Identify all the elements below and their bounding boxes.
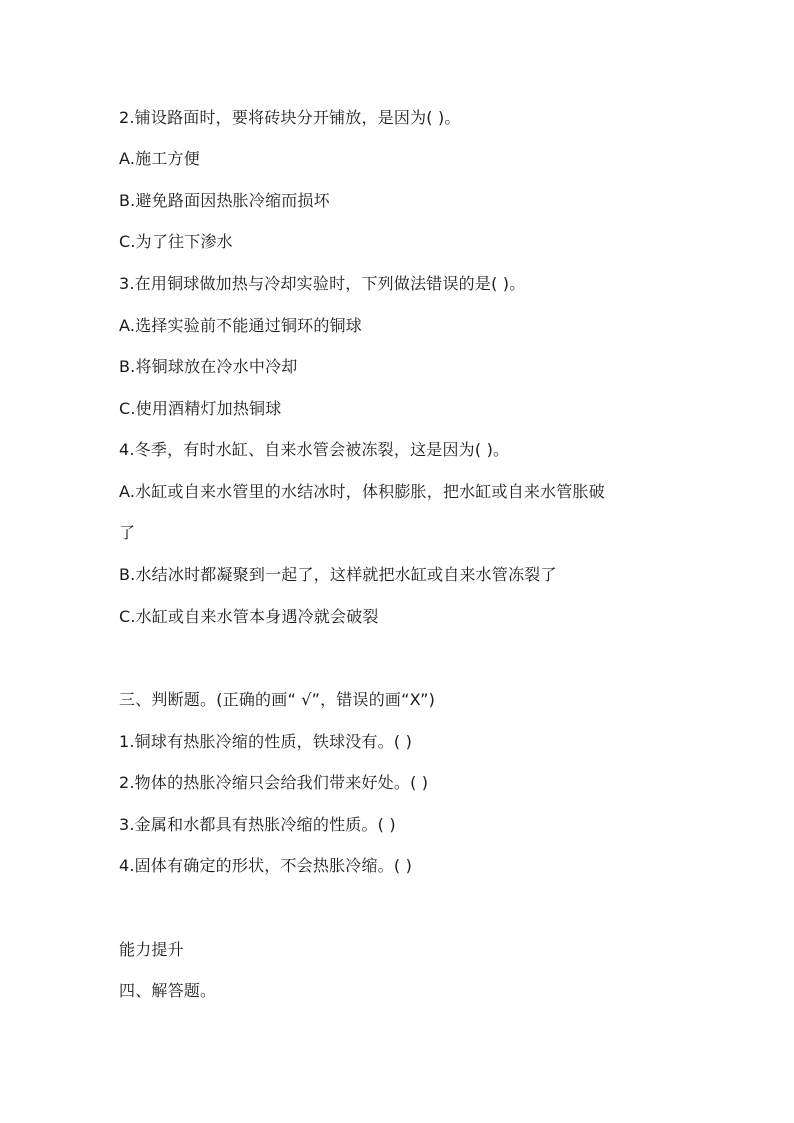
question-3-option-a: A.选择实验前不能通过铜环的铜球: [119, 316, 362, 335]
ability-heading: 能力提升: [119, 940, 184, 959]
question-4-option-a-line1: A.水缸或自来水管里的水结冰时，体积膨胀，把水缸或自来水管胀破: [119, 482, 605, 501]
judge-item-2: 2.物体的热胀冷缩只会给我们带来好处。( ): [119, 773, 429, 792]
judge-item-1: 1.铜球有热胀冷缩的性质，铁球没有。( ): [119, 732, 413, 751]
judge-item-4: 4.固体有确定的形状，不会热胀冷缩。( ): [119, 856, 413, 875]
question-4-option-a-line2: 了: [119, 523, 136, 542]
question-2-option-c: C.为了往下渗水: [119, 232, 233, 251]
question-2-option-b: B.避免路面因热胀冷缩而损坏: [119, 191, 330, 210]
question-2-option-a: A.施工方便: [119, 149, 200, 168]
section-4-heading: 四、解答题。: [119, 981, 217, 1000]
question-3-option-b: B.将铜球放在冷水中冷却: [119, 357, 298, 376]
judge-item-3: 3.金属和水都具有热胀冷缩的性质。( ): [119, 815, 396, 834]
section-3-heading: 三、判断题。(正确的画“ √”，错误的画“X”): [119, 690, 436, 709]
question-3-stem: 3.在用铜球做加热与冷却实验时，下列做法错误的是( )。: [119, 274, 526, 293]
question-3-option-c: C.使用酒精灯加热铜球: [119, 399, 282, 418]
question-4-option-b: B.水结冰时都凝聚到一起了，这样就把水缸或自来水管冻裂了: [119, 565, 557, 584]
question-2-stem: 2.铺设路面时，要将砖块分开铺放，是因为( )。: [119, 108, 461, 127]
question-4-option-c: C.水缸或自来水管本身遇冷就会破裂: [119, 607, 379, 626]
question-4-stem: 4.冬季，有时水缸、自来水管会被冻裂，这是因为( )。: [119, 440, 510, 459]
